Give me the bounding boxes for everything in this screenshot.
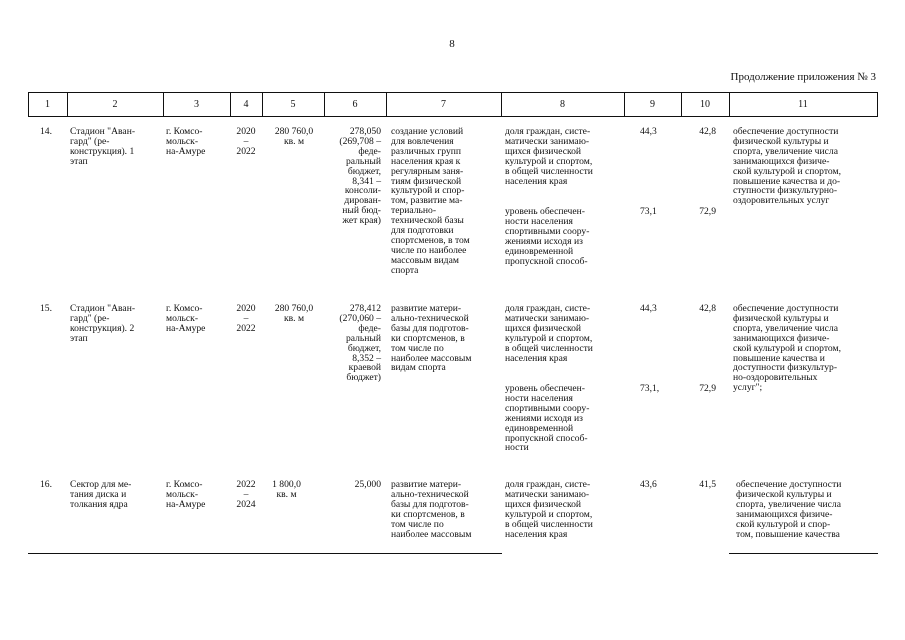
column-header: 1 [45,99,50,110]
indicator-share: доля граждан, систе- матически занимаю- щихся физической культурой и спортом, в общей численности населения края [505,479,593,540]
row-number: 16. [40,479,52,490]
column-header: 2 [112,99,118,110]
object-location: г. Комсо- мольск- на-Амуре [166,479,206,510]
funding-amount: 25,000 [354,479,381,490]
object-location: г. Комсо- мольск- на-Амуре [166,303,206,334]
column-header: 3 [194,99,199,110]
object-capacity: 1 800,0 кв. м [272,479,301,500]
expected-result: обеспечение доступности физической культуры и спорта, увеличение числа занимающихся физиче- ской культурой и спортом, повышение качества и до- ступности физкультурно- оздоровительных услуг [733,126,841,207]
column-header: 10 [700,99,710,110]
indicator-provision: уровень обеспечен- ности населения спортивными соору- жениями исходя из единовременной пропускной способ- ности [505,383,590,454]
value-col9: 43,6 [640,479,657,490]
object-name: Стадион "Аван- гард" (ре- конструкция). 2 этап [70,303,136,344]
indicator-share: доля граждан, систе- матически занимаю- щихся физической культурой и спортом, в общей численности населения края [505,126,593,187]
object-name: Стадион "Аван- гард" (ре- конструкция). 1 этап [70,126,136,167]
expected-result: обеспечение доступности физической культуры и спорта, увеличение числа занимающихся физиче- ской культурой и спор- том, повышение качества [736,479,842,540]
indicator-provision: уровень обеспечен- ности населения спортивными соору- жениями исходя из единовременной пропускной способ- [505,206,590,267]
column-header: 8 [560,99,565,110]
value-col10: 42,8 [699,126,716,137]
column-header: 7 [441,99,446,110]
value-col9: 73,1 [640,206,657,217]
object-name: Сектор для ме- тания диска и толкания ядра [70,479,132,510]
value-col10: 72,9 [699,383,716,394]
column-header: 9 [650,99,655,110]
object-goal: развитие матери- ально-технической базы для подготов- ки спортсменов, в том числе по наиболее массовым [391,479,472,540]
object-capacity: 280 760,0 кв. м [274,303,314,324]
indicator-share: доля граждан, систе- матически занимаю- щихся физической культурой и спортом, в общей численности населения края [505,303,593,364]
expected-result: обеспечение доступности физической культуры и спорта, увеличение числа занимающихся физиче- ской культурой и спортом, повышение качества и доступности физкультур- но-оздоровительных услуг"; [733,303,841,394]
construction-years: 2020 – 2022 [236,126,256,157]
column-header: 5 [290,99,296,110]
page-number: 8 [449,38,455,50]
object-capacity: 280 760,0 кв. м [274,126,314,147]
value-col10: 42,8 [699,303,716,314]
construction-years: 2020 – 2022 [236,303,256,334]
value-col10: 41,5 [699,479,716,490]
funding-amount: 278,412 (270,060 – феде- ральный бюджет, 8,352 – краевой бюджет) [339,303,381,384]
value-col9: 44,3 [640,303,657,314]
value-col9: 73,1, [640,383,660,394]
row-number: 15. [40,303,52,314]
construction-years: 2022 – 2024 [236,479,256,510]
object-goal: создание условий для вовлечения различных групп населения края к регулярным заня- тиям физической культурой и спор- том, развитие ма- териально- технической базы для подготовки спортсменов, в том числе по наиболее массовым видам спорта [391,126,470,276]
value-col9: 44,3 [640,126,657,137]
column-header: 4 [243,99,249,110]
object-goal: развитие матери- ально-технической базы для подготов- ки спортсменов, в том числе по наиболее массовым видам спорта [391,303,472,374]
column-header: 11 [798,99,808,110]
value-col10: 72,9 [699,206,716,217]
row-number: 14. [40,126,52,137]
funding-amount: 278,050 (269,708 – феде- ральный бюджет, 8,341 – консоли- дирован- ный бюд- жет края) [339,126,381,227]
column-header: 6 [352,99,358,110]
object-location: г. Комсо- мольск- на-Амуре [166,126,206,157]
continuation-label: Продолжение приложения № 3 [730,71,876,83]
